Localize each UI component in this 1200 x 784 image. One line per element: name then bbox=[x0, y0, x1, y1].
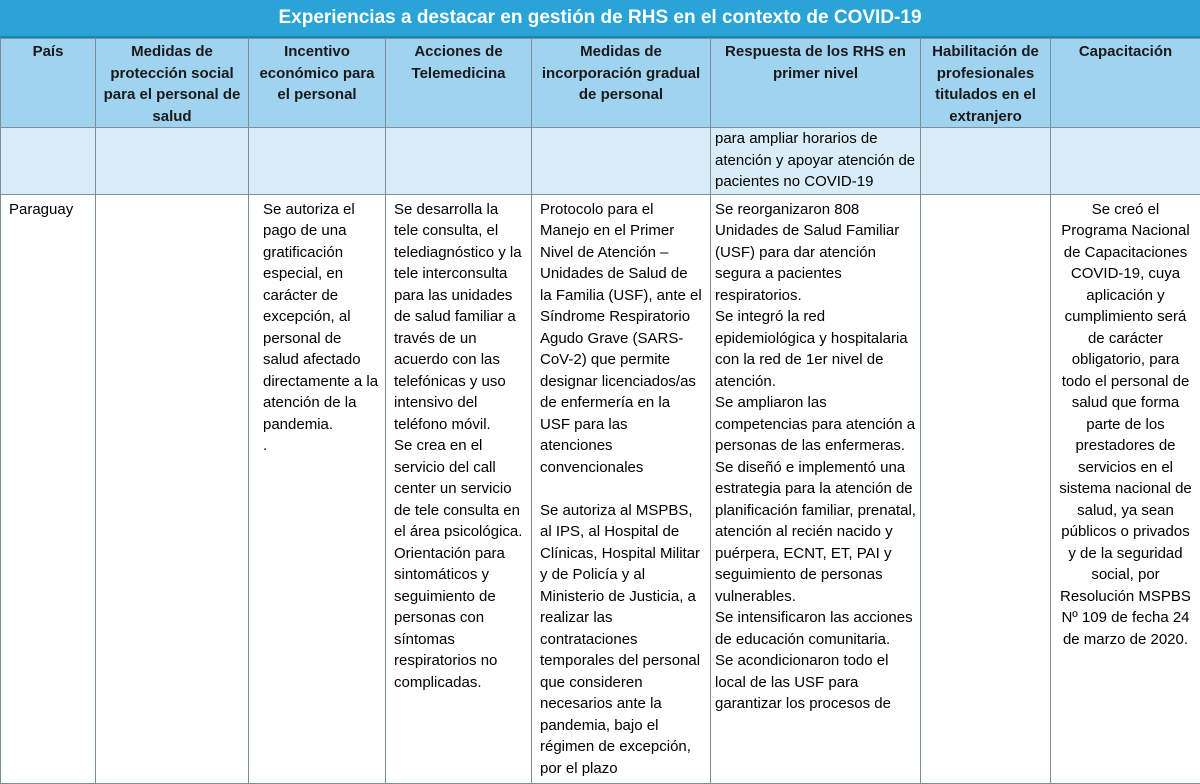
cell-proteccion-social bbox=[96, 194, 249, 784]
cell-habilitacion bbox=[921, 194, 1051, 784]
column-header-incentivo: Incentivo económico para el personal bbox=[249, 39, 386, 128]
table-cell bbox=[921, 128, 1051, 195]
cell-telemedicina: Se desarrolla la tele consulta, el telediagnóstico y la tele interconsulta para las unidades de salud familiar a través de un acuerdo con las telefónicas y uso intensivo del teléfono móvil. Se crea en el servicio del call center un servicio de tele consulta en el área psicológica. Orientación para sintomáticos y seguimiento de personas con síntomas respiratorios no complicadas. bbox=[386, 194, 532, 784]
table-cell bbox=[96, 128, 249, 195]
header-row bbox=[1, 39, 1200, 128]
column-header-incorporacion: Medidas de incorporación gradual de personal bbox=[532, 39, 711, 128]
cell-incentivo: Se autoriza el pago de una gratificación especial, en carácter de excepción, al personal de salud afectado directamente a la atención de la pandemia. . bbox=[249, 194, 386, 784]
cell-pais: Paraguay bbox=[1, 194, 96, 784]
table-cell bbox=[1051, 128, 1200, 195]
cell-respuesta-primer-nivel: Se reorganizaron 808 Unidades de Salud Familiar (USF) para dar atención segura a pacientes respiratorios. Se integró la red epidemiológica y hospitalaria con la red de 1er nivel de atención. Se ampliaron las competencias para atención a personas de las enfermeras. Se diseñó e implementó una estrategia para la atención de planificación familiar, prenatal, atención al recién nacido y puérpera, ECNT, ET, PAI y seguimiento de personas vulnerables. Se intensificaron las acciones de educación comunitaria. Se acondicionaron todo el local de las USF para garantizar los procesos de bbox=[711, 194, 921, 784]
table-title: Experiencias a destacar en gestión de RHS en el contexto de COVID-19 bbox=[0, 0, 1200, 38]
table-cell bbox=[386, 128, 532, 195]
table-cell bbox=[532, 128, 711, 195]
column-header-habilitacion: Habilitación de profesionales titulados en el extranjero bbox=[921, 39, 1051, 128]
table-row bbox=[1, 194, 1200, 784]
cell-incorporacion: Protocolo para el Manejo en el Primer Nivel de Atención – Unidades de Salud de la Familia (USF), ante el Síndrome Respiratorio Agudo Grave (SARS-CoV-2) que permite designar licenciados/as de enfermería en la USF para las atenciones convencionales Se autoriza al MSPBS, al IPS, al Hospital de Clínicas, Hospital Militar y de Policía y al Ministerio de Justicia, a realizar las contrataciones temporales del personal que consideren necesarios ante la pandemia, bajo el régimen de excepción, por el plazo bbox=[532, 194, 711, 784]
rhs-experiences-table bbox=[0, 38, 1200, 784]
table-cell bbox=[1, 128, 96, 195]
cell-capacitacion: Se creó el Programa Nacional de Capacitaciones COVID-19, cuya aplicación y cumplimiento será de carácter obligatorio, para todo el personal de salud que forma parte de los prestadores de servicios en el sistema nacional de salud, ya sean públicos o privados y de la seguridad social, por Resolución MSPBS Nº 109 de fecha 24 de marzo de 2020. bbox=[1051, 194, 1200, 784]
continuation-row bbox=[1, 128, 1200, 195]
table-cell bbox=[249, 128, 386, 195]
column-header-proteccion-social: Medidas de protección social para el personal de salud bbox=[96, 39, 249, 128]
column-header-pais: País bbox=[1, 39, 96, 128]
column-header-capacitacion: Capacitación bbox=[1051, 39, 1200, 128]
column-header-respuesta-primer-nivel: Respuesta de los RHS en primer nivel bbox=[711, 39, 921, 128]
table-cell: para ampliar horarios de atención y apoyar atención de pacientes no COVID-19 bbox=[711, 128, 921, 195]
column-header-telemedicina: Acciones de Telemedicina bbox=[386, 39, 532, 128]
